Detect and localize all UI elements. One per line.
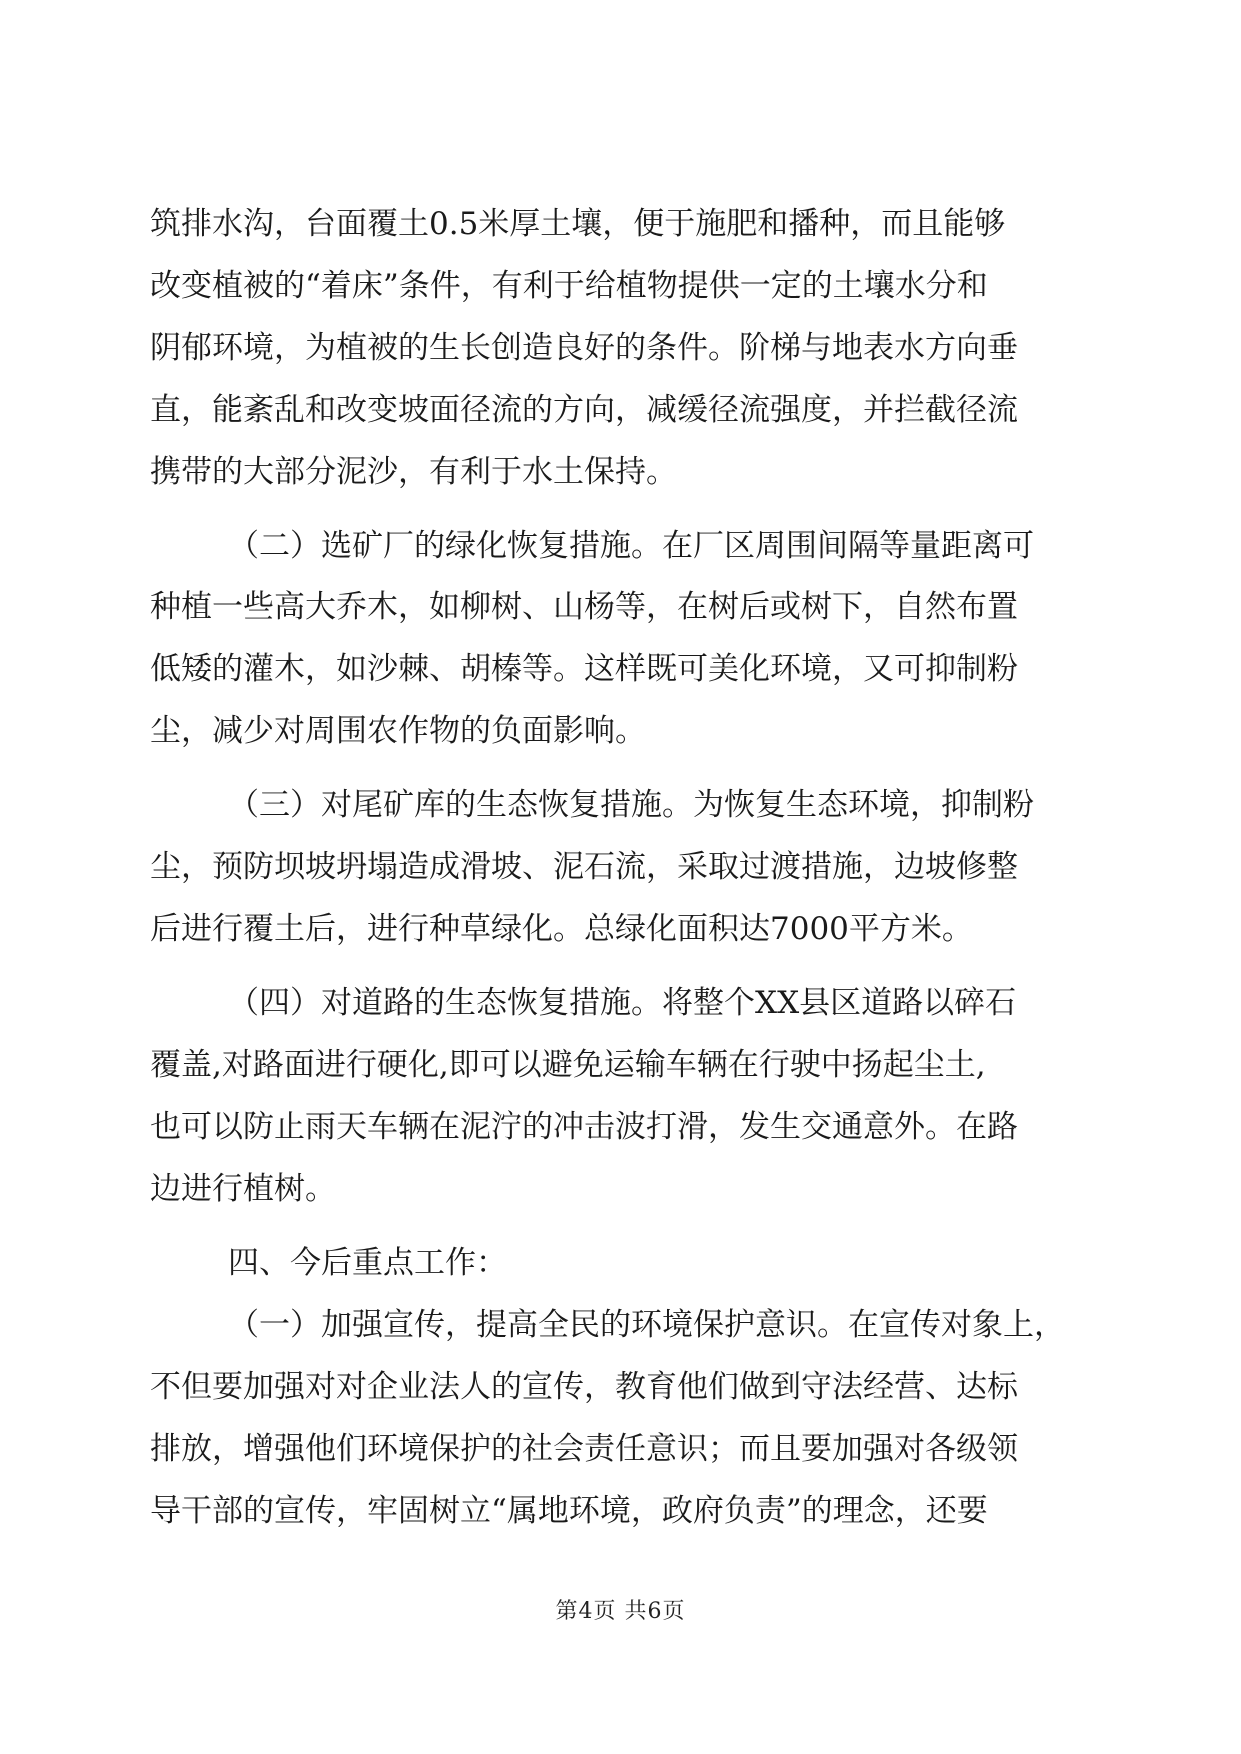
text-line-5: 携带的大部分泥沙，有利于水土保持。 bbox=[150, 454, 677, 490]
section-heading: 四、今后重点工作： bbox=[228, 1245, 507, 1281]
page-footer: 第4页 共6页 bbox=[555, 1599, 686, 1624]
text-line-3: 阴郁环境，为植被的生长创造良好的条件。阶梯与地表水方向垂 bbox=[150, 330, 1018, 366]
text-line-16: 边进行植树。 bbox=[150, 1171, 336, 1207]
text-line-9: 尘，减少对周围农作物的负面影响。 bbox=[150, 713, 646, 749]
text-line-2: 改变植被的“着床”条件，有利于给植物提供一定的土壤水分和 bbox=[150, 268, 988, 304]
text-line-6: （二）选矿厂的绿化恢复措施。在厂区周围间隔等量距离可 bbox=[228, 528, 1034, 564]
text-line-12: 后进行覆土后，进行种草绿化。总绿化面积达7000平方米。 bbox=[150, 911, 973, 947]
text-line-7: 种植一些高大乔木，如柳树、山杨等，在树后或树下，自然布置 bbox=[150, 589, 1018, 625]
text-line-18: （一）加强宣传，提高全民的环境保护意识。在宣传对象上， bbox=[228, 1307, 1065, 1343]
text-line-4: 直，能紊乱和改变坡面径流的方向，减缓径流强度，并拦截径流 bbox=[150, 392, 1018, 428]
text-line-8: 低矮的灌木，如沙棘、胡榛等。这样既可美化环境，又可抑制粉 bbox=[150, 651, 1018, 687]
text-line-1: 筑排水沟，台面覆土0.5米厚土壤，便于施肥和播种，而且能够 bbox=[150, 206, 1006, 242]
text-line-13: （四）对道路的生态恢复措施。将整个XX县区道路以碎石 bbox=[228, 985, 1017, 1021]
text-line-15: 也可以防止雨天车辆在泥泞的冲击波打滑，发生交通意外。在路 bbox=[150, 1109, 1018, 1145]
text-line-11: 尘，预防坝坡坍塌造成滑坡、泥石流，采取过渡措施，边坡修整 bbox=[150, 849, 1018, 885]
text-line-14: 覆盖,对路面进行硬化,即可以避免运输车辆在行驶中扬起尘土, bbox=[150, 1047, 986, 1083]
text-line-19: 不但要加强对对企业法人的宣传，教育他们做到守法经营、达标 bbox=[150, 1369, 1018, 1405]
text-line-10: （三）对尾矿库的生态恢复措施。为恢复生态环境，抑制粉 bbox=[228, 787, 1034, 823]
text-line-21: 导干部的宣传，牢固树立“属地环境，政府负责”的理念，还要 bbox=[150, 1493, 988, 1529]
text-line-20: 排放，增强他们环境保护的社会责任意识；而且要加强对各级领 bbox=[150, 1431, 1018, 1467]
